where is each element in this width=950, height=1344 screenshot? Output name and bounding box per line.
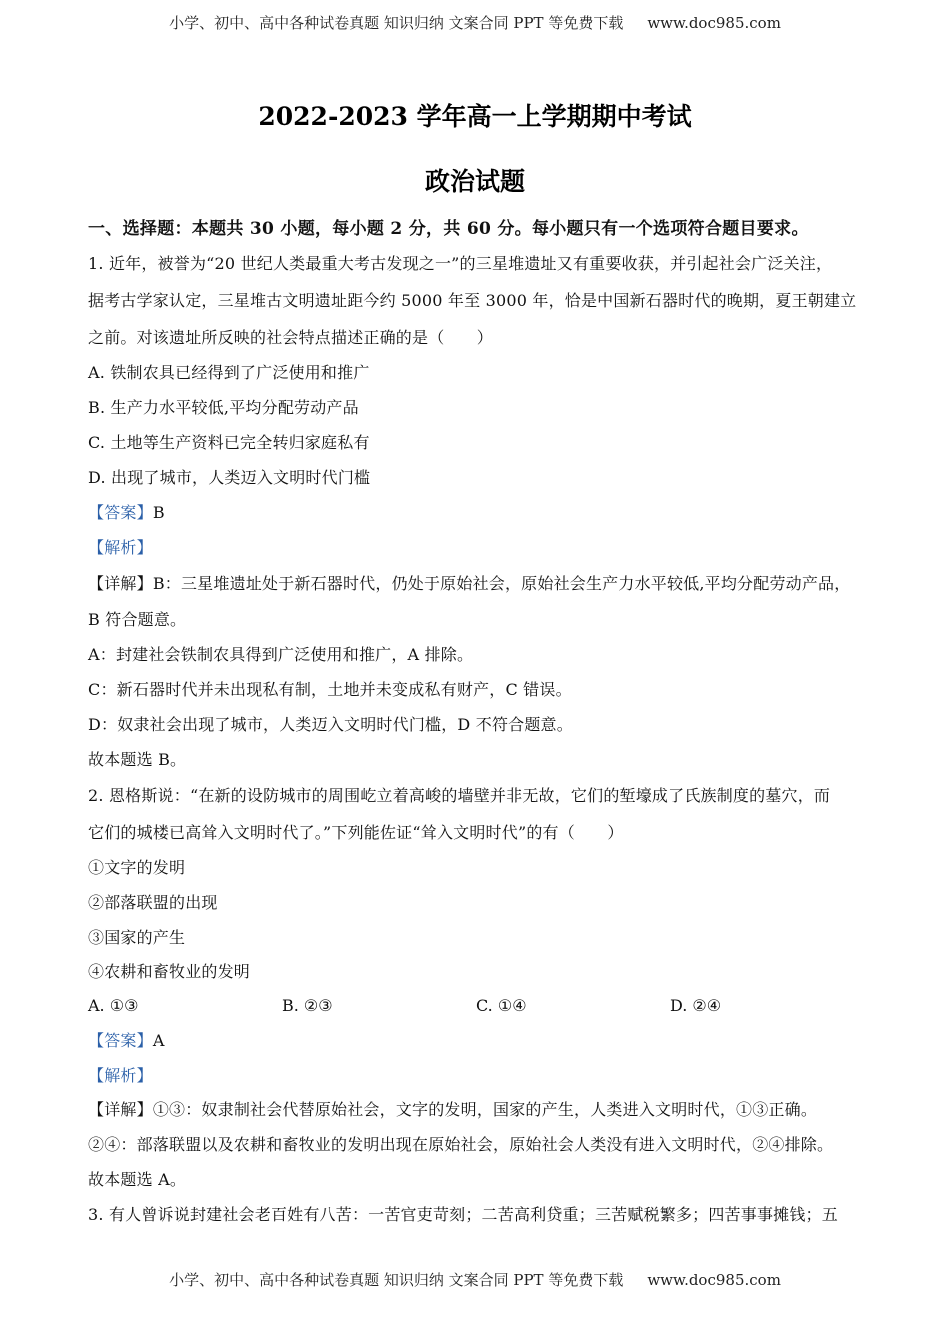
footer-text: 小学、初中、高中各种试卷真题 知识归纳 文案合同 PPT 等免费下载	[169, 1271, 624, 1289]
answer-tag: 【答案】	[88, 1031, 153, 1050]
answer-value: A	[152, 1031, 165, 1050]
q2-analysis	[88, 1065, 878, 1087]
q2-detail-line-1	[88, 1099, 878, 1121]
detail-text: ①③：奴隶制社会代替原始社会，文字的发明，国家的产生，人类进入文明时代，①③正确。	[152, 1100, 818, 1119]
q2-item-3: ③国家的产生	[88, 928, 186, 947]
exam-title: 2022-2023 学年高一上学期期中考试	[258, 102, 692, 131]
q2-item-4: ④农耕和畜牧业的发明	[88, 962, 251, 981]
q1-detail-line-2: B 符合题意。	[88, 610, 187, 629]
q1-detail-line-4: C：新石器时代并未出现私有制，土地并未变成私有财产，C 错误。	[88, 680, 572, 699]
footer-url[interactable]: www.doc985.com	[647, 1271, 781, 1289]
q1-detail-line-3: A：封建社会铁制农具得到广泛使用和推广，A 排除。	[88, 645, 474, 664]
q1-answer	[88, 502, 878, 524]
q2-option-b: B. ②③	[282, 996, 333, 1015]
q1-stem-line-1: 1. 近年，被誉为“20 世纪人类最重大考古发现之一”的三星堆遗址又有重要收获，并引起社会广泛关注，	[88, 254, 833, 273]
exam-subtitle: 政治试题	[424, 167, 525, 196]
q2-item-1: ①文字的发明	[88, 858, 186, 877]
page-footer	[0, 1269, 950, 1290]
q2-stem-line-2: 它们的城楼已高耸入文明时代了。”下列能佐证“耸入文明时代”的有（ ）	[88, 823, 624, 842]
header-url[interactable]: www.doc985.com	[647, 14, 781, 32]
q1-detail-line-6: 故本题选 B。	[88, 750, 187, 769]
q2-option-c: C. ①④	[476, 996, 527, 1015]
q1-option-d: D. 出现了城市，人类迈入文明时代门槛	[88, 468, 371, 487]
section-heading: 一、选择题：本题共 30 小题，每小题 2 分，共 60 分。每小题只有一个选项符合题目要求。	[88, 219, 809, 239]
q3-stem-line-1: 3. 有人曾诉说封建社会老百姓有八苦：一苦官吏苛刻；二苦高利贷重；三苦赋税繁多；四苦事事摊钱；五	[88, 1205, 838, 1224]
detail-tag: 【详解】	[88, 1100, 153, 1119]
answer-tag: 【答案】	[88, 503, 153, 522]
q1-option-c: C. 土地等生产资料已完全转归家庭私有	[88, 433, 370, 452]
analysis-tag: 【解析】	[88, 1066, 153, 1085]
q1-stem-line-3: 之前。对该遗址所反映的社会特点描述正确的是（ ）	[88, 328, 494, 347]
q1-detail-line-5: D：奴隶社会出现了城市，人类迈入文明时代门槛，D 不符合题意。	[88, 715, 573, 734]
q2-item-2: ②部落联盟的出现	[88, 893, 218, 912]
answer-value: B	[152, 503, 165, 522]
q2-option-d: D. ②④	[670, 996, 722, 1015]
q1-option-b: B. 生产力水平较低,平均分配劳动产品	[88, 398, 359, 417]
q2-stem-line-1: 2. 恩格斯说：“在新的设防城市的周围屹立着高峻的墙壁并非无故，它们的堑壕成了氏族制度的墓穴，而	[88, 786, 831, 805]
detail-text: B：三星堆遗址处于新石器时代，仍处于原始社会，原始社会生产力水平较低,平均分配劳动产品，	[152, 574, 851, 593]
q1-option-a: A. 铁制农具已经得到了广泛使用和推广	[88, 363, 370, 382]
header-text: 小学、初中、高中各种试卷真题 知识归纳 文案合同 PPT 等免费下载	[169, 14, 624, 32]
q2-detail-line-3: 故本题选 A。	[88, 1170, 187, 1189]
q1-stem-line-2: 据考古学家认定，三星堆古文明遗址距今约 5000 年至 3000 年，恰是中国新石器时代的晚期，夏王朝建立	[88, 291, 857, 310]
q2-option-a: A. ①③	[88, 996, 139, 1015]
detail-tag: 【详解】	[88, 574, 153, 593]
page-header	[0, 12, 950, 33]
q2-answer	[88, 1030, 878, 1052]
analysis-tag: 【解析】	[88, 538, 153, 557]
q1-analysis	[88, 537, 878, 559]
q2-detail-line-2: ②④：部落联盟以及农耕和畜牧业的发明出现在原始社会，原始社会人类没有进入文明时代，②④排除。	[88, 1135, 834, 1154]
q1-detail-line-1	[88, 573, 878, 595]
